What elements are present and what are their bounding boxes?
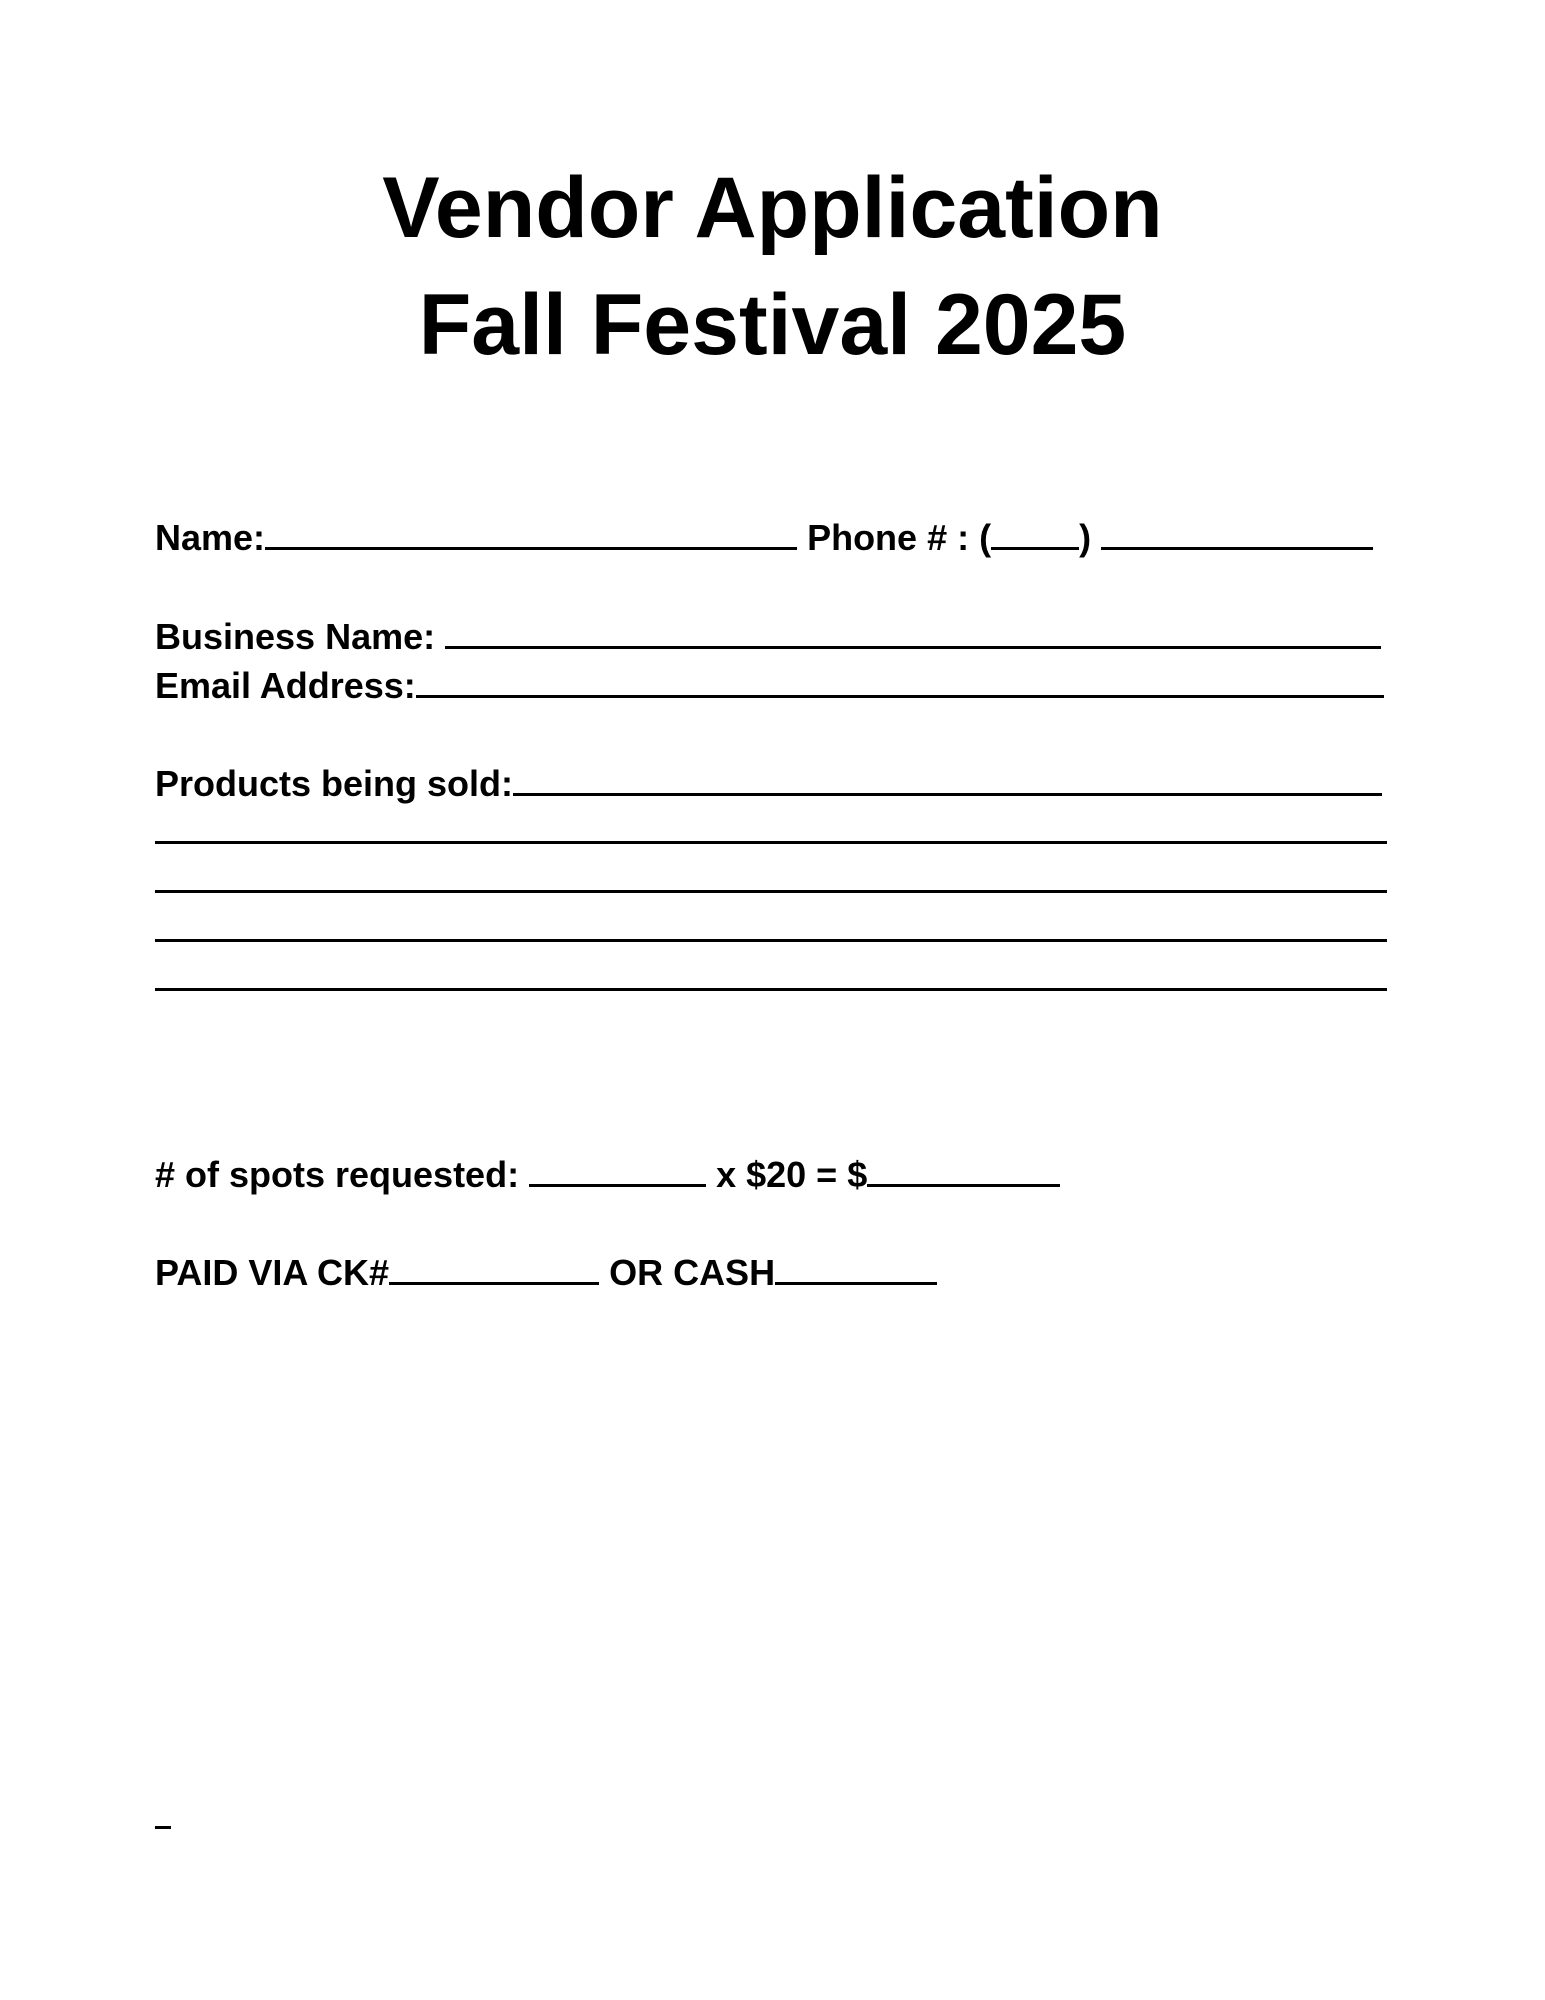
business-name-label: Business Name: <box>155 616 436 657</box>
spots-row <box>155 1152 1060 1193</box>
page-title-line-2: Fall Festival 2025 <box>418 277 1127 373</box>
spots-count-field[interactable] <box>529 1152 706 1187</box>
payment-row <box>155 1250 937 1291</box>
phone-area-code-field[interactable] <box>991 515 1079 550</box>
stray-dash-mark <box>155 1826 171 1829</box>
business-name-field[interactable] <box>445 614 1381 649</box>
email-label: Email Address: <box>155 665 416 706</box>
products-continuation-line-2[interactable] <box>155 890 1387 893</box>
cash-label: OR CASH <box>609 1252 776 1293</box>
name-label: Name: <box>155 517 266 558</box>
page-title-line-1: Vendor Application <box>382 160 1163 256</box>
check-number-field[interactable] <box>389 1250 599 1285</box>
products-continuation-line-3[interactable] <box>155 939 1387 942</box>
cash-field[interactable] <box>775 1250 937 1285</box>
products-continuation-line-1[interactable] <box>155 841 1387 844</box>
email-row <box>155 663 1384 704</box>
spots-label: # of spots requested: <box>155 1154 520 1195</box>
products-row <box>155 761 1382 802</box>
phone-number-field[interactable] <box>1101 515 1373 550</box>
phone-label: Phone # : ( <box>807 517 992 558</box>
spots-multiplier-text: x $20 = $ <box>716 1154 868 1195</box>
products-label: Products being sold: <box>155 763 514 804</box>
phone-paren-close: ) <box>1079 517 1092 558</box>
email-field[interactable] <box>416 663 1384 698</box>
check-label: PAID VIA CK# <box>155 1252 390 1293</box>
name-phone-row <box>155 515 1373 556</box>
products-continuation-line-4[interactable] <box>155 988 1387 991</box>
name-field[interactable] <box>265 515 797 550</box>
business-name-row <box>155 614 1381 655</box>
products-field[interactable] <box>513 761 1382 796</box>
spots-total-field[interactable] <box>867 1152 1060 1187</box>
